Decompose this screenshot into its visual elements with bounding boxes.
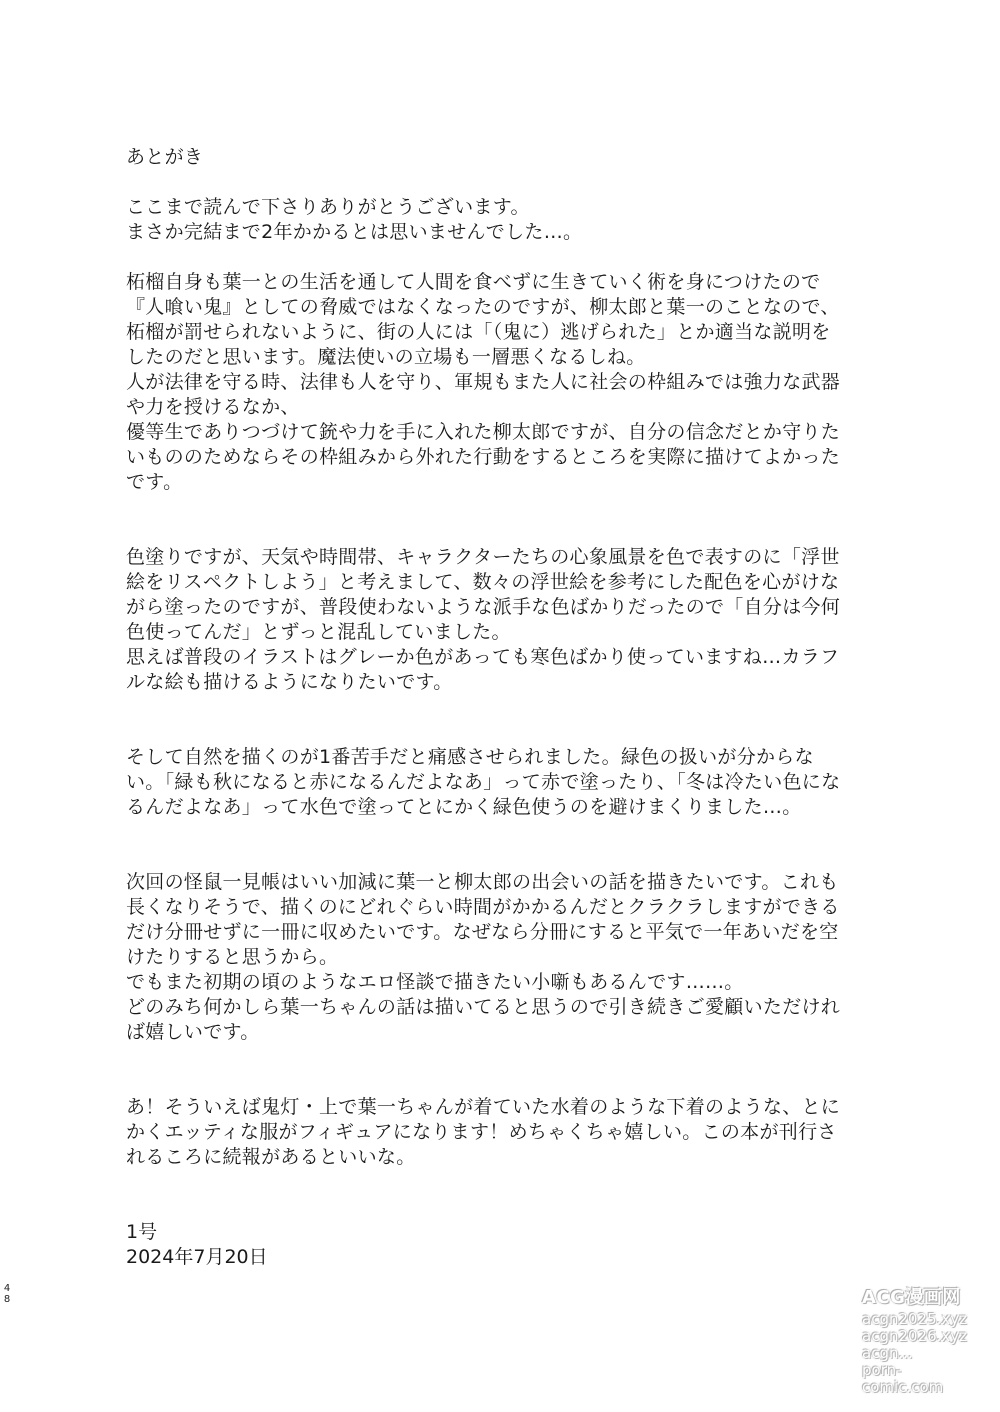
text-line: 色塗りですが、天気や時間帯、キャラクターたちの心象風景を色で表すのに「浮世 [126, 546, 840, 568]
text-line: あ！そういえば鬼灯・上で葉一ちゃんが着ていた水着のような下着のような、とに [126, 1096, 841, 1118]
text-line: 柘榴が罰せられないように、街の人には「（鬼に）逃げられた」とか適当な説明を [126, 321, 831, 343]
signature-block [126, 1220, 876, 1270]
paragraph-spacer [126, 695, 876, 745]
paragraph-spacer [126, 495, 876, 545]
text-line: ルな絵も描けるようになりたいです。 [126, 671, 453, 693]
author-name: 1号 [126, 1221, 158, 1243]
paragraph [126, 545, 876, 695]
page-number-digit: 8 [3, 1294, 11, 1305]
text-line: 思えば普段のイラストはグレーか色があっても寒色ばかり使っていますね…カラフ [126, 646, 840, 668]
text-line: まさか完結まで2年かかるとは思いませんでした…。 [126, 221, 583, 243]
page-number [1, 1283, 13, 1305]
text-line: どのみち何かしら葉一ちゃんの話は描いてると思うので引き続きご愛顧いただけれ [126, 996, 841, 1018]
paragraph-spacer [126, 245, 876, 270]
text-line: 長くなりそうで、描くのにどれぐらい時間がかかるんだとクラクラしますができる [126, 896, 840, 918]
watermark-url: acgn2025.xyz [862, 1310, 968, 1328]
paragraph [126, 745, 876, 820]
text-line: ば嬉しいです。 [126, 1021, 260, 1043]
text-line: れるころに続報があるといいな。 [126, 1146, 416, 1168]
text-line: けたりすると思うから。 [126, 946, 339, 968]
page-number-digit: 4 [3, 1283, 11, 1294]
signature-date: 2024年7月20日 [126, 1246, 268, 1268]
paragraph [126, 195, 876, 245]
paragraph-spacer [126, 1170, 876, 1220]
text-line: でもまた初期の頃のようなエロ怪談で描きたい小噺もあるんです……。 [126, 971, 744, 993]
watermark-url: porn-comic.com [862, 1361, 944, 1396]
text-line: がら塗ったのですが、普段使わないような派手な色ばかりだったので「自分は今何 [126, 596, 841, 618]
paragraph-spacer [126, 1045, 876, 1095]
text-line: 柘榴自身も葉一との生活を通して人間を食べずに生きていく術を身につけたので [126, 271, 821, 293]
text-line: い。「緑も秋になると赤になるんだよなあ」って赤で塗ったり、「冬は冷たい色にな [126, 771, 841, 793]
paragraph [126, 870, 876, 1045]
text-line: したのだと思います。魔法使いの立場も一層悪くなるしね。 [126, 346, 646, 368]
text-line: 絵をリスペクトしよう」と考えまして、数々の浮世絵を参考にした配色を心がけな [126, 571, 840, 593]
afterword-body [126, 145, 876, 1270]
text-line: 『人喰い鬼』としての脅威ではなくなったのですが、柳太郎と葉一のことなので、 [126, 296, 840, 318]
site-watermark [862, 1283, 982, 1396]
text-line: 色使ってんだ」とずっと混乱していました。 [126, 621, 511, 643]
text-line: だけ分冊せずに一冊に収めたいです。なぜなら分冊にすると平気で一年あいだを空 [126, 921, 839, 943]
text-line: や力を授けるなか、 [126, 396, 300, 418]
afterword-paragraphs [126, 195, 876, 1220]
text-line: 人が法律を守る時、法律も人を守り、軍規もまた人に社会の枠組みでは強力な武器 [126, 371, 841, 393]
paragraph [126, 270, 876, 495]
text-line: 優等生でありつづけて銃や力を手に入れた柳太郎ですが、自分の信念だとか守りた [126, 421, 841, 443]
afterword-title: あとがき [126, 146, 204, 168]
watermark-site-name: ACG漫画网 [862, 1287, 961, 1308]
text-line: ここまで読んで下さりありがとうございます。 [126, 196, 530, 218]
paragraph-spacer [126, 820, 876, 870]
watermark-url: acgn2026.xyz [862, 1327, 968, 1345]
paragraph [126, 1095, 876, 1170]
text-line: そして自然を描くのが1番苦手だと痛感させられました。緑色の扱いが分からな [126, 746, 814, 768]
text-line: いもののためならその枠組みから外れた行動をするところを実際に描けてよかった [126, 446, 841, 468]
text-line: です。 [126, 471, 183, 493]
watermark-url: acgn... [862, 1344, 913, 1362]
text-line: 次回の怪鼠一見帳はいい加減に葉一と柳太郎の出会いの話を描きたいです。これも [126, 871, 839, 893]
text-line: かくエッティな服がフィギュアになります！めちゃくちゃ嬉しい。この本が刊行さ [126, 1121, 837, 1143]
text-line: るんだよなあ」って水色で塗ってとにかく緑色使うのを避けまくりました…。 [126, 796, 802, 818]
